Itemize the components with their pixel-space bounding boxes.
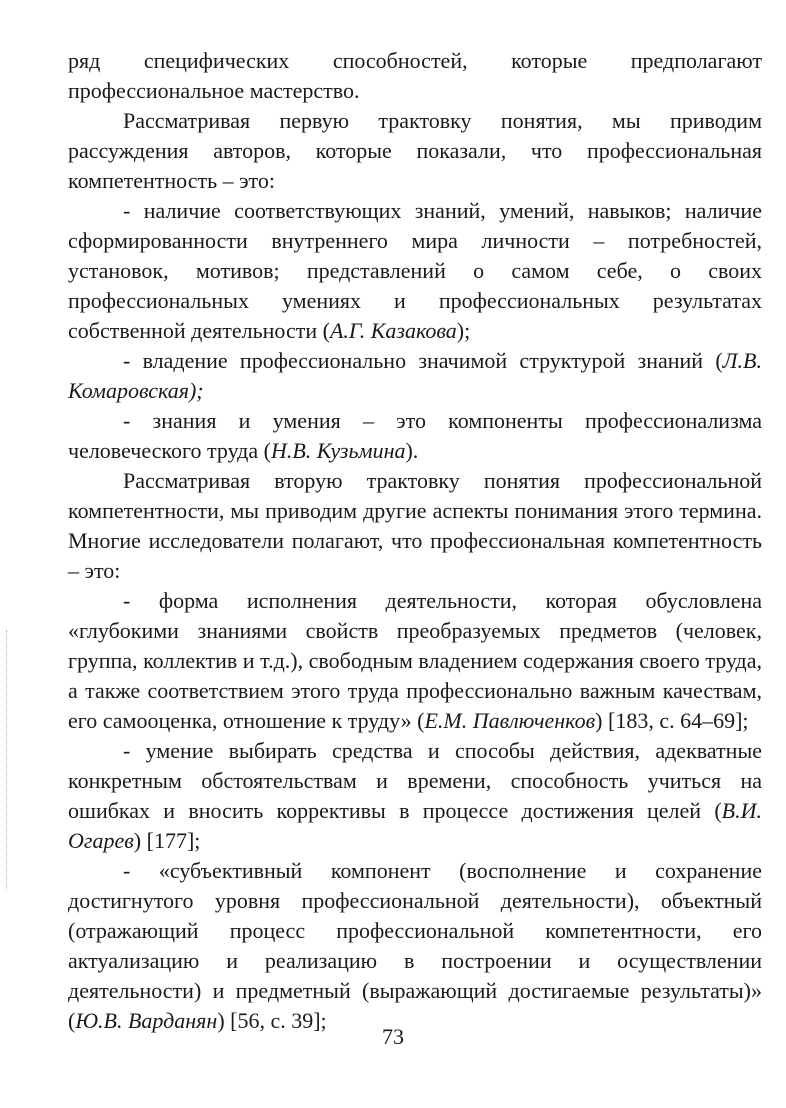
citation-close: ) [177];	[133, 828, 201, 853]
citation-close: ).	[405, 438, 419, 463]
paragraph-second-interpretation: Рассматривая вторую трактовку понятия профессиональной компетентности, мы приводим другие аспекты понимания этого термина. Многие исследователи полагают, что профессиональная компетентность – это:	[68, 468, 762, 583]
list-item-kuzmina	[68, 406, 762, 466]
author-citation: Л.В. Комаровская);	[68, 348, 762, 403]
scan-edge-mark	[6, 630, 7, 890]
citation-close: );	[456, 318, 471, 343]
page-number: 73	[382, 1024, 404, 1049]
list-item-text: - умение выбирать средства и способы действия, адекватные конкретным обстоятельствам и времени, способность учиться на ошибках и вносить коррективы в процессе достижения целей (	[68, 738, 762, 823]
list-item-text: - наличие соответствующих знаний, умений, навыков; наличие сформированности внутреннего мира личности – потребностей, установок, мотивов; представлений о самом себе, о своих профессиональных умениях и профессиональных результатах собственной деятельности (	[68, 198, 762, 343]
citation-close: ) [183, с. 64–69];	[595, 708, 749, 733]
page-body	[68, 46, 762, 1036]
author-citation: В.И. Огарев	[68, 798, 762, 853]
paragraph-first-interpretation: Рассматривая первую трактовку понятия, мы приводим рассуждения авторов, которые показали, что профессиональная компетентность – это:	[68, 108, 762, 193]
list-item-text: - владение профессионально значимой структурой знаний (	[123, 348, 723, 373]
list-item-komarovskaya	[68, 346, 762, 406]
list-item-ogarev	[68, 736, 762, 856]
author-citation: А.Г. Казакова	[329, 318, 457, 343]
list-item-kazakova	[68, 196, 762, 346]
list-item-vardanyan	[68, 856, 762, 1036]
author-citation: Ю.В. Варданян	[75, 1008, 218, 1033]
list-item-text: - знания и умения – это компоненты профессионализма человеческого труда (	[68, 408, 762, 463]
list-item-text: - форма исполнения деятельности, которая обусловлена «глубокими знаниями свойств преобразуемых предметов (человек, группа, коллектив и т.д.), свободным владением содержания своего труда, а также соответствием этого труда профессионально важным качествам, его самооценка, отношение к труду» (	[68, 588, 762, 733]
list-item-pavlyuchenkov	[68, 586, 762, 736]
author-citation: Н.В. Кузьмина	[270, 438, 406, 463]
author-citation: Е.М. Павлюченков	[424, 708, 596, 733]
citation-close: ) [56, с. 39];	[217, 1008, 327, 1033]
list-item-text: - «субъективный компонент (восполнение и сохранение достигнутого уровня профессиональной деятельности), объектный (отражающий процесс профессиональной компетентности, его актуализацию и реализацию в построении и осуществлении деятельности) и предметный (выражающий достигаемые результаты)» (	[68, 858, 762, 1033]
paragraph-continuation: ряд специфических способностей, которые предполагают профессиональное мастерство.	[68, 48, 762, 103]
